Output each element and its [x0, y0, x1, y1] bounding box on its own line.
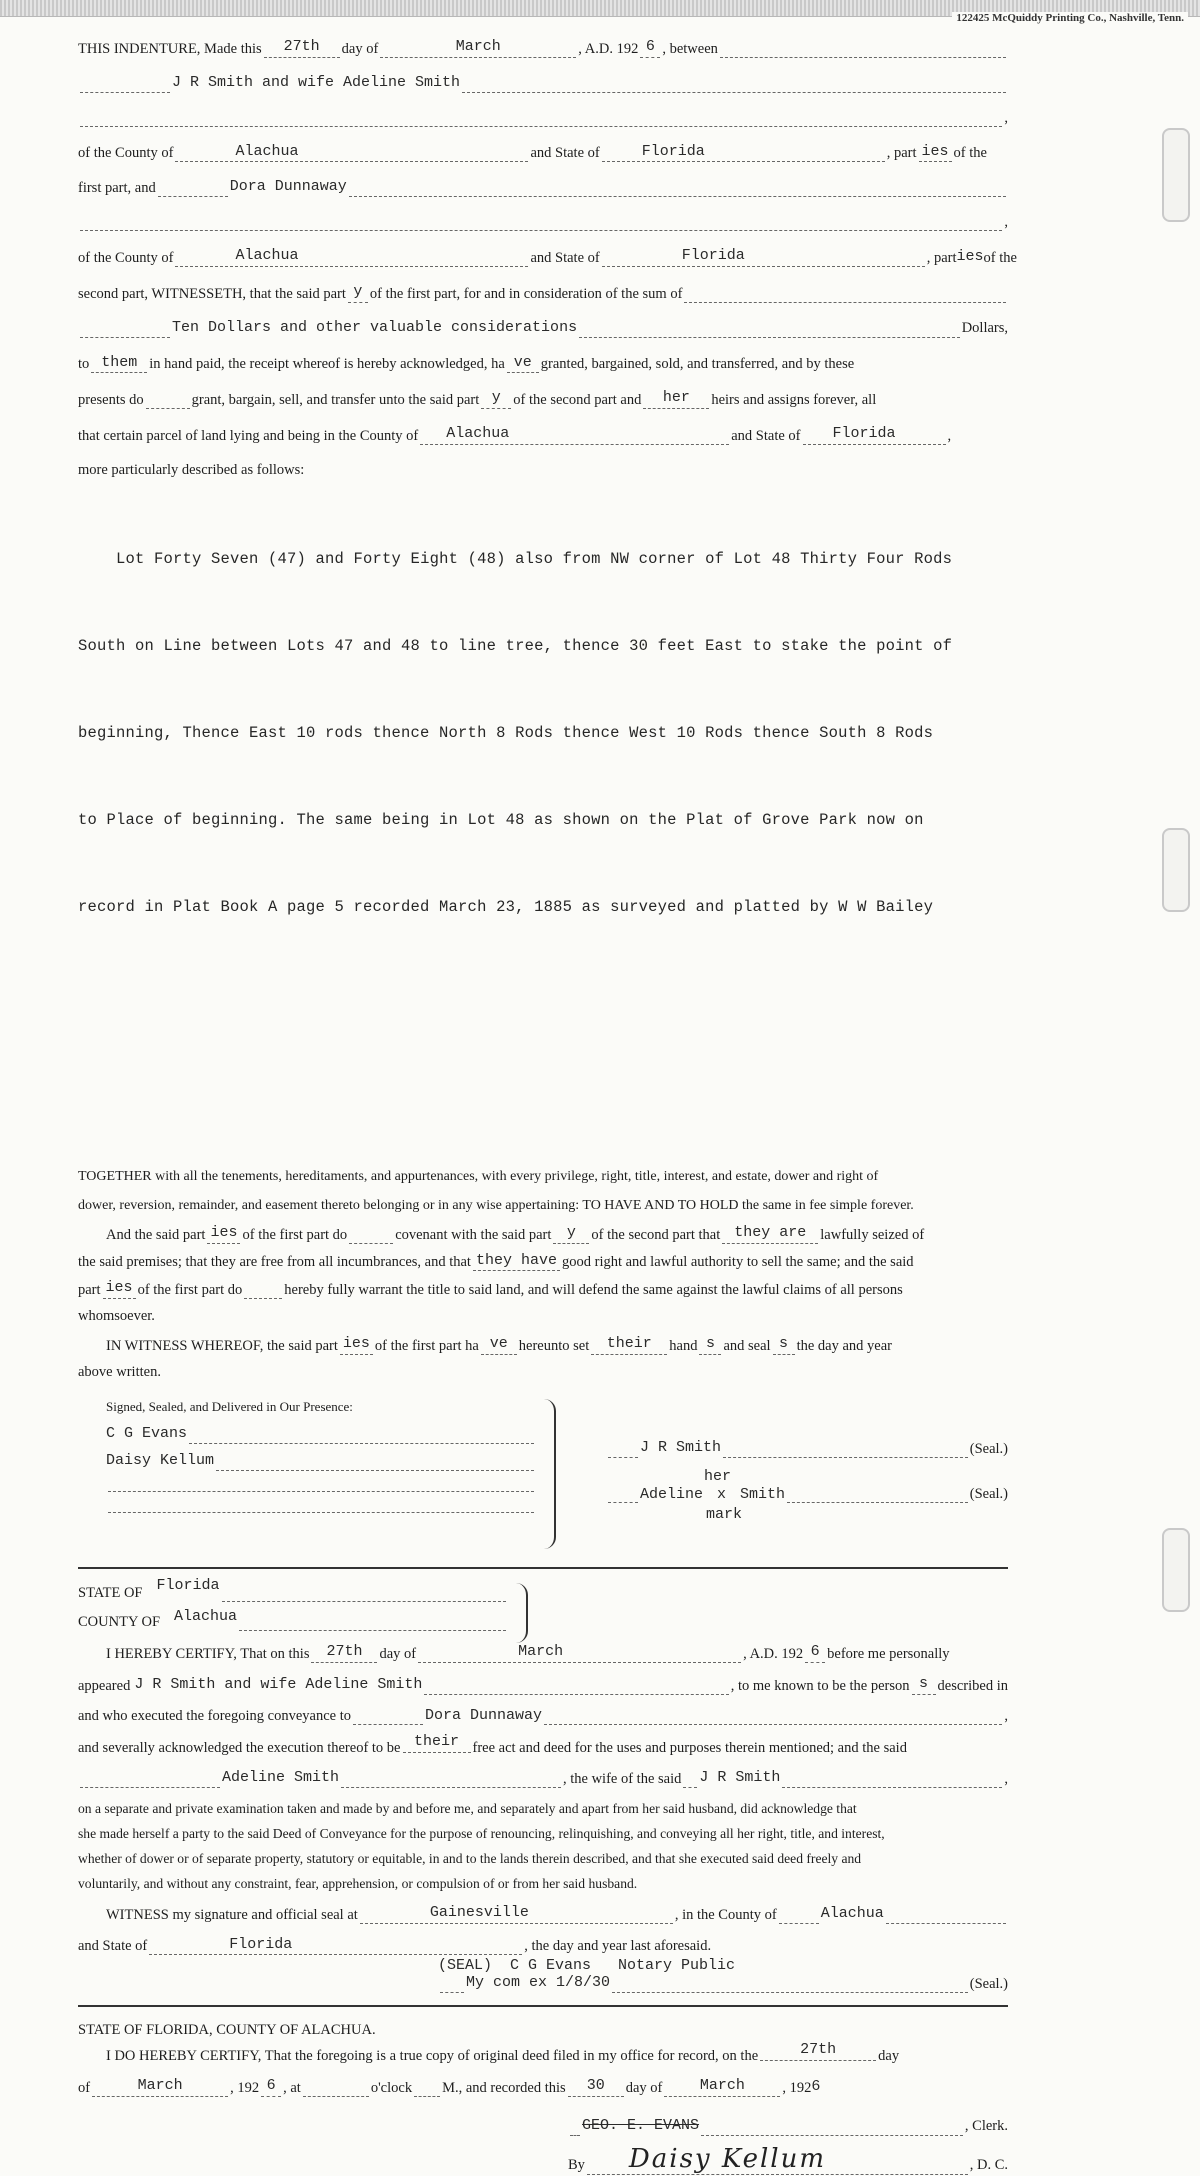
witness-2-name: Daisy Kellum — [106, 1451, 215, 1469]
signer-2-first: Adeline — [640, 1485, 704, 1503]
free-act-label: free act and deed for the uses and purposes therein mentioned; and the said — [472, 1740, 907, 1756]
presence-label: Signed, Sealed, and Delivered in Our Presence: — [106, 1399, 353, 1415]
grant-text: grant, bargain, sell, and transfer unto the said part — [191, 391, 480, 408]
ack-wife: Adeline Smith — [222, 1769, 340, 1787]
printer-mark: 122425 McQuiddy Printing Co., Nashville, Tenn. — [952, 12, 1188, 24]
consideration-amount: Ten Dollars and other valuable considerations — [172, 318, 578, 336]
ack-ad-label: , A.D. 192 — [743, 1645, 804, 1662]
signers-column — [556, 1399, 1008, 1549]
witness-label-a: IN WITNESS WHEREOF, the said part — [106, 1337, 338, 1354]
ack-grantee: Dora Dunnaway — [424, 1706, 543, 1724]
ack-place: Gainesville — [360, 1904, 673, 1924]
ve-field: ve — [507, 354, 539, 374]
record-month-2: March — [664, 2077, 780, 2097]
witness-bracket — [544, 1399, 556, 1549]
whomsoever-label: whomsoever. — [78, 1308, 155, 1325]
them-field: them — [91, 354, 147, 374]
record-at-label: , at — [283, 2079, 301, 2096]
record-year-1: 6 — [261, 2077, 281, 2097]
parcel-state: Florida — [803, 425, 946, 445]
covenant-label-b: of the first part do — [242, 1226, 348, 1243]
second-party-state: Florida — [602, 247, 925, 267]
record-yr-label-2: , 192 — [782, 2079, 812, 2096]
witness-s2: s — [773, 1335, 795, 1355]
witnesses-column — [78, 1399, 536, 1549]
divider-1 — [78, 1567, 1008, 1569]
in-county-label: , in the County of — [674, 1906, 777, 1923]
grantee-name: Dora Dunnaway — [229, 178, 347, 196]
day-of-label: day of — [341, 40, 379, 57]
record-cert-line — [78, 2041, 1008, 2065]
by-label: By — [568, 2157, 585, 2174]
signer-2-last: Smith — [740, 1485, 786, 1503]
covenant-label-g: good right and lawful authority to sell the same; and the said — [561, 1254, 914, 1271]
dc-label: , D. C. — [969, 2157, 1008, 2174]
first-party-state: Florida — [602, 143, 885, 163]
in-hand-label: in hand paid, the receipt whereof is hereby acknowledged, ha — [149, 356, 505, 373]
blank-line-1: , — [78, 109, 1008, 127]
known-label: , to me known to be the person — [730, 1677, 910, 1694]
venue-block — [78, 1577, 1008, 1643]
notary-signature — [438, 1957, 1008, 1993]
first-party-plural: ies — [919, 143, 952, 163]
separate-exam-1: on a separate and private examination taken and made by and before me, and separately and apart from her said husband, did acknowledge that — [78, 1800, 857, 1816]
they-are-field: they are — [722, 1224, 818, 1244]
covenant-ies-b: ies — [103, 1279, 136, 1299]
record-date-line — [78, 2077, 1008, 2097]
witness-seal-line — [78, 1904, 1008, 1924]
of-the-label: of the — [953, 145, 987, 162]
particularly-line — [78, 461, 1008, 479]
severally-line — [78, 1733, 1008, 1757]
grantors-names: J R Smith and wife Adeline Smith — [172, 73, 461, 91]
record-yr-label: , 192 — [230, 2079, 260, 2096]
parcel-county: Alachua — [420, 425, 729, 445]
between-label: , between — [662, 40, 718, 57]
deed-document — [78, 38, 1017, 2175]
grantee-line — [78, 178, 1008, 197]
appeared-line — [78, 1675, 1008, 1695]
wife-of-label: , the wife of the said — [563, 1770, 682, 1787]
presents-line — [78, 389, 1008, 409]
record-heading: STATE OF FLORIDA, COUNTY OF ALACHUA. — [78, 2022, 376, 2039]
seal-label-3: (Seal.) — [969, 1976, 1008, 1992]
ack-day-of-label: day of — [379, 1645, 417, 1662]
state-of-label: STATE OF — [78, 1584, 143, 1601]
separate-exam-4: voluntarily, and without any constraint, fear, apprehension, or compulsion of or from her said husband. — [78, 1875, 638, 1891]
binder-clip-middle — [1162, 828, 1190, 912]
whomsoever-line — [78, 1307, 1008, 1325]
above-written-line — [78, 1363, 1008, 1381]
ack-year: 6 — [805, 1643, 825, 1663]
notary-name: (SEAL) C G Evans Notary Public — [438, 1957, 736, 1975]
presents-label: presents do — [78, 391, 144, 408]
separate-exam-3: whether of dower or of separate property, statutory or equitable, in and to the lands therein described, and that she executed said deed freely and — [78, 1850, 862, 1866]
first-part-and-label: first part, and — [78, 180, 156, 196]
deed-month: March — [380, 38, 576, 58]
record-day-of-label: day of — [625, 2079, 663, 2096]
witnesseth-line — [78, 283, 1008, 303]
covenant-label-d: of the second part that — [591, 1226, 721, 1243]
blank-line-2: , — [78, 213, 1008, 231]
together-line-1: TOGETHER with all the tenements, hereditaments, and appurtenances, with every privilege, right, title, interest, and estate, dower and right of — [78, 1168, 879, 1184]
witness-seal-label: WITNESS my signature and official seal at — [106, 1906, 358, 1923]
land-description — [78, 487, 1008, 980]
ack-state: Florida — [156, 1577, 220, 1595]
mark-label: mark — [706, 1505, 743, 1523]
ack-month: March — [418, 1643, 741, 1663]
second-party-plural: ies — [956, 248, 984, 266]
ack-husband: J R Smith — [699, 1769, 781, 1787]
and-state-label-2: and State of — [530, 249, 600, 266]
first-party-county-line — [78, 143, 1008, 163]
covenant-line-2 — [78, 1252, 1008, 1272]
notary-state-line — [78, 1936, 1008, 1956]
of-the-label-2: of the — [983, 249, 1017, 266]
signer-2-mark — [606, 1467, 1008, 1523]
consideration-line — [78, 319, 1008, 338]
of-county-label: of the County of — [78, 145, 174, 162]
particularly-label: more particularly described as follows: — [78, 461, 305, 478]
described-label: described in — [937, 1677, 1008, 1694]
persons-s: s — [912, 1675, 936, 1695]
first-party-county: Alachua — [175, 143, 528, 163]
day-year-label: , the day and year last aforesaid. — [524, 1938, 712, 1955]
of-county-label-2: of the County of — [78, 249, 174, 266]
mark-x: x — [717, 1485, 727, 1503]
covenant-label-j: hereby fully warrant the title to said land, and will defend the same against the lawful claims of all persons — [284, 1282, 903, 1298]
parcel-line: that certain parcel of land lying and being in the County of Alachua and State of Florida , — [78, 425, 952, 444]
indenture-line — [78, 38, 1008, 58]
record-year-2: 6 — [811, 2078, 821, 2095]
witness-ve: ve — [481, 1335, 517, 1355]
together-line-2: dower, reversion, remainder, and easement thereto belonging or in any wise appertaining: TO HAVE AND TO HOLD the same in fee simple forever. — [78, 1197, 914, 1213]
covenant-label-e: lawfully seized of — [820, 1226, 925, 1243]
description-line: record in Plat Book A page 5 recorded March 23, 1885 as surveyed and platted by W W Bailey — [78, 897, 934, 916]
witness-label-e: and seal — [723, 1337, 771, 1354]
venue-bracket — [516, 1583, 528, 1643]
clerk-name: GEO. E. EVANS — [582, 2116, 700, 2134]
grantors-line — [78, 74, 1008, 93]
deputy-clerk-signature: Daisy Kellum — [628, 2144, 827, 2174]
seal-label-2: (Seal.) — [969, 1485, 1008, 1502]
record-day-1: 27th — [760, 2041, 876, 2061]
record-day-label: day — [878, 2047, 900, 2064]
ack-certify-label: I HEREBY CERTIFY, That on this — [106, 1645, 310, 1662]
record-cert-label: I DO HEREBY CERTIFY, That the foregoing is a true copy of original deed filed in my office for record, on the — [106, 2047, 759, 2064]
record-month-1: March — [92, 2077, 228, 2097]
county-of-label: COUNTY OF — [78, 1613, 161, 1630]
covenant-label-a: And the said part — [106, 1226, 206, 1243]
deed-year: 6 — [640, 38, 660, 58]
covenant-label-h: part — [78, 1282, 101, 1298]
witness-whereof-line — [78, 1335, 1008, 1355]
clerk-label: , Clerk. — [964, 2118, 1008, 2135]
record-heading-line — [78, 2021, 1008, 2039]
covenant-y: y — [553, 1224, 589, 1244]
her-field: her — [643, 389, 709, 409]
ack-day: 27th — [311, 1643, 377, 1663]
witness-label-b: of the first part ha — [374, 1337, 479, 1354]
above-written-label: above written. — [78, 1364, 161, 1380]
witness-label-f: the day and year — [796, 1337, 892, 1354]
party-suffix-y-2: y — [481, 389, 511, 409]
witness-label-d: hand — [669, 1337, 698, 1354]
consideration-label: of the first part, for and in consideration of the sum of — [369, 285, 683, 302]
covenant-label-f: the said premises; that they are free from all incumbrances, and that — [78, 1254, 471, 1271]
ack-county: Alachua — [174, 1607, 238, 1625]
part-label-2: , part — [926, 249, 957, 266]
receipt-line — [78, 354, 1008, 374]
ack-state-2: Florida — [149, 1936, 522, 1956]
divider-2 — [78, 2005, 1008, 2007]
record-day-2: 30 — [568, 2077, 624, 2097]
signature-block — [78, 1399, 1008, 1549]
party-suffix-y: y — [348, 283, 368, 303]
witness-ies: ies — [340, 1335, 373, 1355]
they-have-field: they have — [473, 1252, 560, 1272]
part-label: , part — [886, 145, 917, 162]
description-line: Lot Forty Seven (47) and Forty Eight (48) also from NW corner of Lot 48 Thirty Four Rods — [78, 549, 953, 568]
binder-clip-top — [1162, 128, 1190, 222]
appeared-names: J R Smith and wife Adeline Smith — [134, 1675, 423, 1693]
second-part-and-label: of the second part and — [513, 391, 642, 408]
second-party-county: Alachua — [175, 247, 528, 267]
clerk-block — [568, 2117, 1008, 2175]
granted-label: granted, bargained, sold, and transferred, and by these — [540, 356, 855, 373]
deed-day: 27th — [264, 38, 340, 58]
ack-before-label: before me personally — [827, 1645, 950, 1662]
covenant-label-c: covenant with the said part — [395, 1226, 552, 1243]
notary-and-state-label: and State of — [78, 1938, 148, 1955]
record-of-label: of — [78, 2079, 91, 2096]
to-label: to — [78, 356, 90, 373]
record-oclock-label: o'clock — [370, 2079, 413, 2096]
covenant-line-1 — [78, 1224, 1008, 1244]
notary-commission: My com ex 1/8/30 — [466, 1974, 611, 1992]
her-label: her — [704, 1467, 732, 1485]
heirs-label: heirs and assigns forever, all — [711, 391, 877, 408]
witness-1-name: C G Evans — [106, 1425, 188, 1443]
covenant-label-i: of the first part do — [137, 1282, 243, 1298]
appeared-label: appeared — [78, 1677, 131, 1694]
and-state-label-3: and State of — [731, 427, 801, 444]
parcel-label: that certain parcel of land lying and being in the County of — [78, 427, 419, 444]
ad-label: , A.D. 192 — [578, 40, 639, 57]
binder-clip-bottom — [1162, 1528, 1190, 1612]
and-state-label: and State of — [530, 145, 600, 162]
covenant-ies-a: ies — [207, 1224, 240, 1244]
witness-their: their — [591, 1335, 667, 1355]
ack-their: their — [403, 1733, 471, 1753]
severally-label: and severally acknowledged the execution thereof to be — [78, 1740, 401, 1756]
witnesseth-label: second part, WITNESSETH, that the said part — [78, 285, 346, 302]
executed-line: and who executed the foregoing conveyance to Dora Dunnaway , — [78, 1706, 1008, 1725]
covenant-line-3 — [78, 1279, 1008, 1299]
signer-1-name: J R Smith — [640, 1439, 722, 1457]
separate-exam-2: she made herself a party to the said Deed of Conveyance for the purpose of renouncing, relinquishing, and conveying all her right, title, and interest, — [78, 1825, 885, 1841]
witness-s1: s — [699, 1335, 721, 1355]
witness-label-c: hereunto set — [518, 1337, 590, 1354]
ack-county-2: Alachua — [820, 1904, 884, 1922]
executed-label: and who executed the foregoing conveyance to — [78, 1708, 351, 1725]
indenture-label: THIS INDENTURE, Made this — [78, 40, 262, 57]
ack-certify-line — [78, 1643, 1008, 1663]
seal-label-1: (Seal.) — [969, 1440, 1008, 1457]
record-m-label: M., and recorded this — [442, 2079, 566, 2096]
wife-line: Adeline Smith , the wife of the said J R Smith , — [78, 1769, 1008, 1788]
description-line: to Place of beginning. The same being in Lot 48 as shown on the Plat of Grove Park now on — [78, 810, 924, 829]
second-party-county-line — [78, 247, 1017, 267]
dollars-label: Dollars, — [961, 320, 1008, 337]
description-line: beginning, Thence East 10 rods thence North 8 Rods thence West 10 Rods thence South 8 Rods — [78, 723, 934, 742]
description-line: South on Line between Lots 47 and 48 to line tree, thence 30 feet East to stake the point of — [78, 636, 953, 655]
